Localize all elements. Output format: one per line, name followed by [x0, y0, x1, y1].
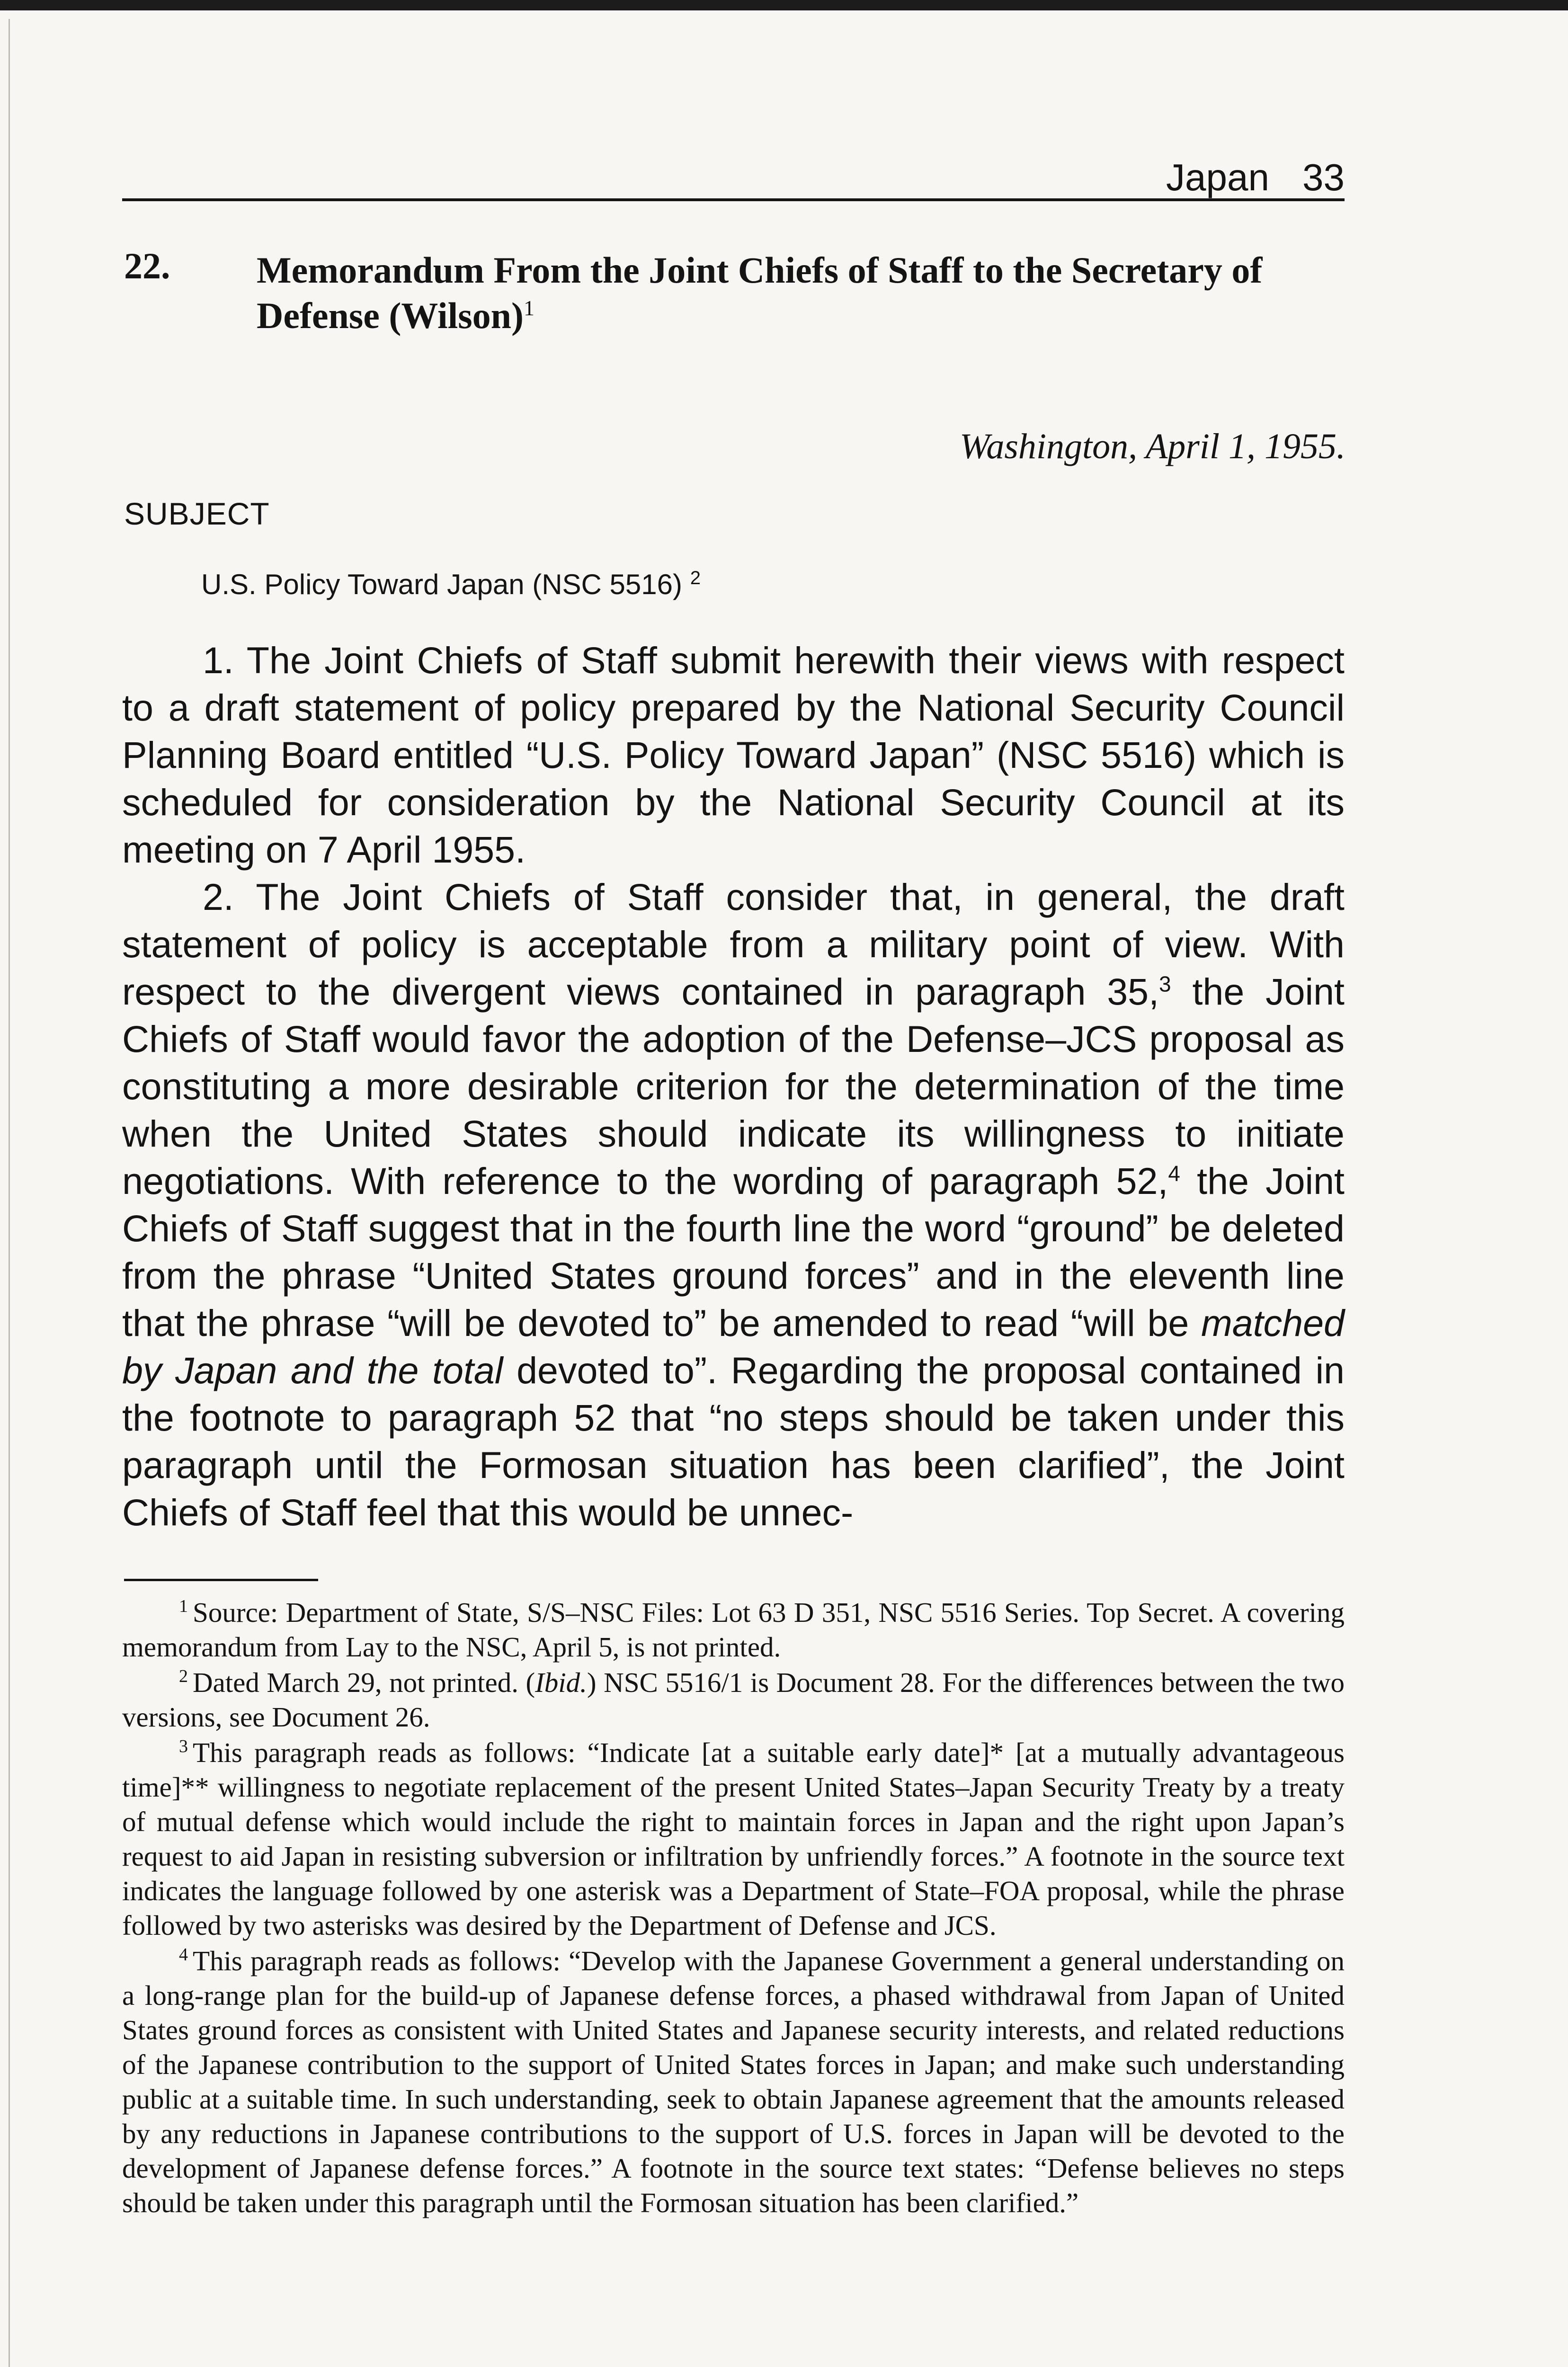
paragraph-2: [122, 873, 1345, 1536]
footnote-2-text-b: ) NSC 5516/1 is Document 28. For the differences between the two versions, see Document 26.: [122, 1667, 1345, 1733]
running-head-section: Japan: [1166, 156, 1270, 198]
subject-label: SUBJECT: [124, 496, 270, 531]
footnote-3-number: 3: [179, 1736, 188, 1757]
paragraph-2-text-a: 2. The Joint Chiefs of Staff consider that, in general, the draft statement of policy is acceptable from a military point of view. With respect to the divergent views contained in paragraph 35,: [122, 876, 1345, 1013]
memorandum-body: [122, 637, 1345, 1536]
subject-title: U.S. Policy Toward Japan (NSC 5516): [201, 569, 683, 600]
footnote-4-number: 4: [179, 1945, 188, 1965]
footnote-ref-2: 2: [690, 568, 701, 588]
footnote-ref-1: 1: [524, 296, 535, 320]
footnote-ref-3: 3: [1159, 971, 1171, 997]
footnote-2-text-a: Dated March 29, not printed. (: [193, 1667, 535, 1698]
footnote-rule: [124, 1579, 318, 1581]
place-date: Washington, April 1, 1955.: [960, 427, 1345, 466]
footnote-1: [122, 1595, 1345, 1664]
paragraph-2-italic-phrase: matched by Japan and the total: [122, 1302, 1345, 1391]
footnote-3: [122, 1735, 1345, 1943]
document-number: 22.: [124, 245, 170, 286]
paragraph-2-text-b: the Joint Chiefs of Staff would favor the adoption of the Defense–JCS proposal as constituting a more desirable criterion for the determination of the time when the United States should indicate its willingness to initiate negotiations. With reference to the wording of paragraph 52,: [122, 970, 1345, 1202]
footnote-2-number: 2: [179, 1666, 188, 1687]
page-top-edge: [0, 0, 1568, 10]
paragraph-1: 1. The Joint Chiefs of Staff submit herewith their views with respect to a draft statement of policy prepared by the National Security Council Planning Board entitled “U.S. Policy Toward Japan” (NSC 5516) which is scheduled for consideration by the National Security Council at its meeting on 7 April 1955.: [122, 639, 1345, 871]
subject-text: [201, 570, 701, 599]
footnotes: [122, 1595, 1345, 2221]
page-number: 33: [1302, 156, 1345, 198]
footnote-3-text: This paragraph reads as follows: “Indicate [at a suitable early date]* [at a mutually advantageous time]** willingness to negotiate replacement of the present United States–Japan Security Treaty by a treaty of mutual defense which would include the right to maintain forces in Japan and the right upon Japan’s request to aid Japan in resisting subversion or infiltration by unfriendly forces.” A footnote in the source text indicates the language followed by one asterisk was a Department of State–FOA proposal, while the phrase followed by two asterisks was desired by the Department of Defense and JCS.: [122, 1737, 1345, 1941]
document-title: [257, 248, 1327, 338]
page-left-edge: [9, 19, 10, 2367]
running-header: [122, 149, 1345, 201]
header-rule: [122, 198, 1345, 201]
footnote-4: [122, 1944, 1345, 2220]
footnote-1-number: 1: [179, 1596, 188, 1617]
paragraph-2-text-c: the Joint Chiefs of Staff suggest that in the fourth line the word “ground” be deleted from the phrase “United States ground forces” and in the eleventh line that the phrase “will be devoted to” be amended to read “will be: [122, 1160, 1345, 1344]
footnote-2-italic: Ibid.: [535, 1667, 587, 1698]
document-title-text: Memorandum From the Joint Chiefs of Staff to the Secretary of Defense (Wilson): [257, 249, 1263, 336]
footnote-2: [122, 1665, 1345, 1735]
paragraph-2-text-d: devoted to”. Regarding the proposal contained in the footnote to paragraph 52 that “no steps should be taken under this paragraph until the Formosan situation has been clarified”, the Joint Chiefs of Staff feel that this would be unnec-: [122, 1349, 1345, 1533]
footnote-ref-4: 4: [1168, 1161, 1180, 1186]
running-head: [1166, 156, 1345, 198]
footnote-1-text: Source: Department of State, S/S–NSC Files: Lot 63 D 351, NSC 5516 Series. Top Secret. A covering memorandum from Lay to the NSC, April 5, is not printed.: [122, 1597, 1345, 1663]
footnote-4-text: This paragraph reads as follows: “Develop with the Japanese Government a general understanding on a long-range plan for the build-up of Japanese defense forces, a phased withdrawal from Japan of United States ground forces as consistent with United States and Japanese security interests, and related reductions of the Japanese contribution to the support of United States forces in Japan; and make such understanding public at a suitable time. In such understanding, seek to obtain Japanese agreement that the amounts released by any reductions in Japanese contributions to the support of U.S. forces in Japan will be devoted to the development of Japanese defense forces.” A footnote in the source text states: “Defense believes no steps should be taken under this paragraph until the Formosan situation has been clarified.”: [122, 1945, 1345, 2218]
